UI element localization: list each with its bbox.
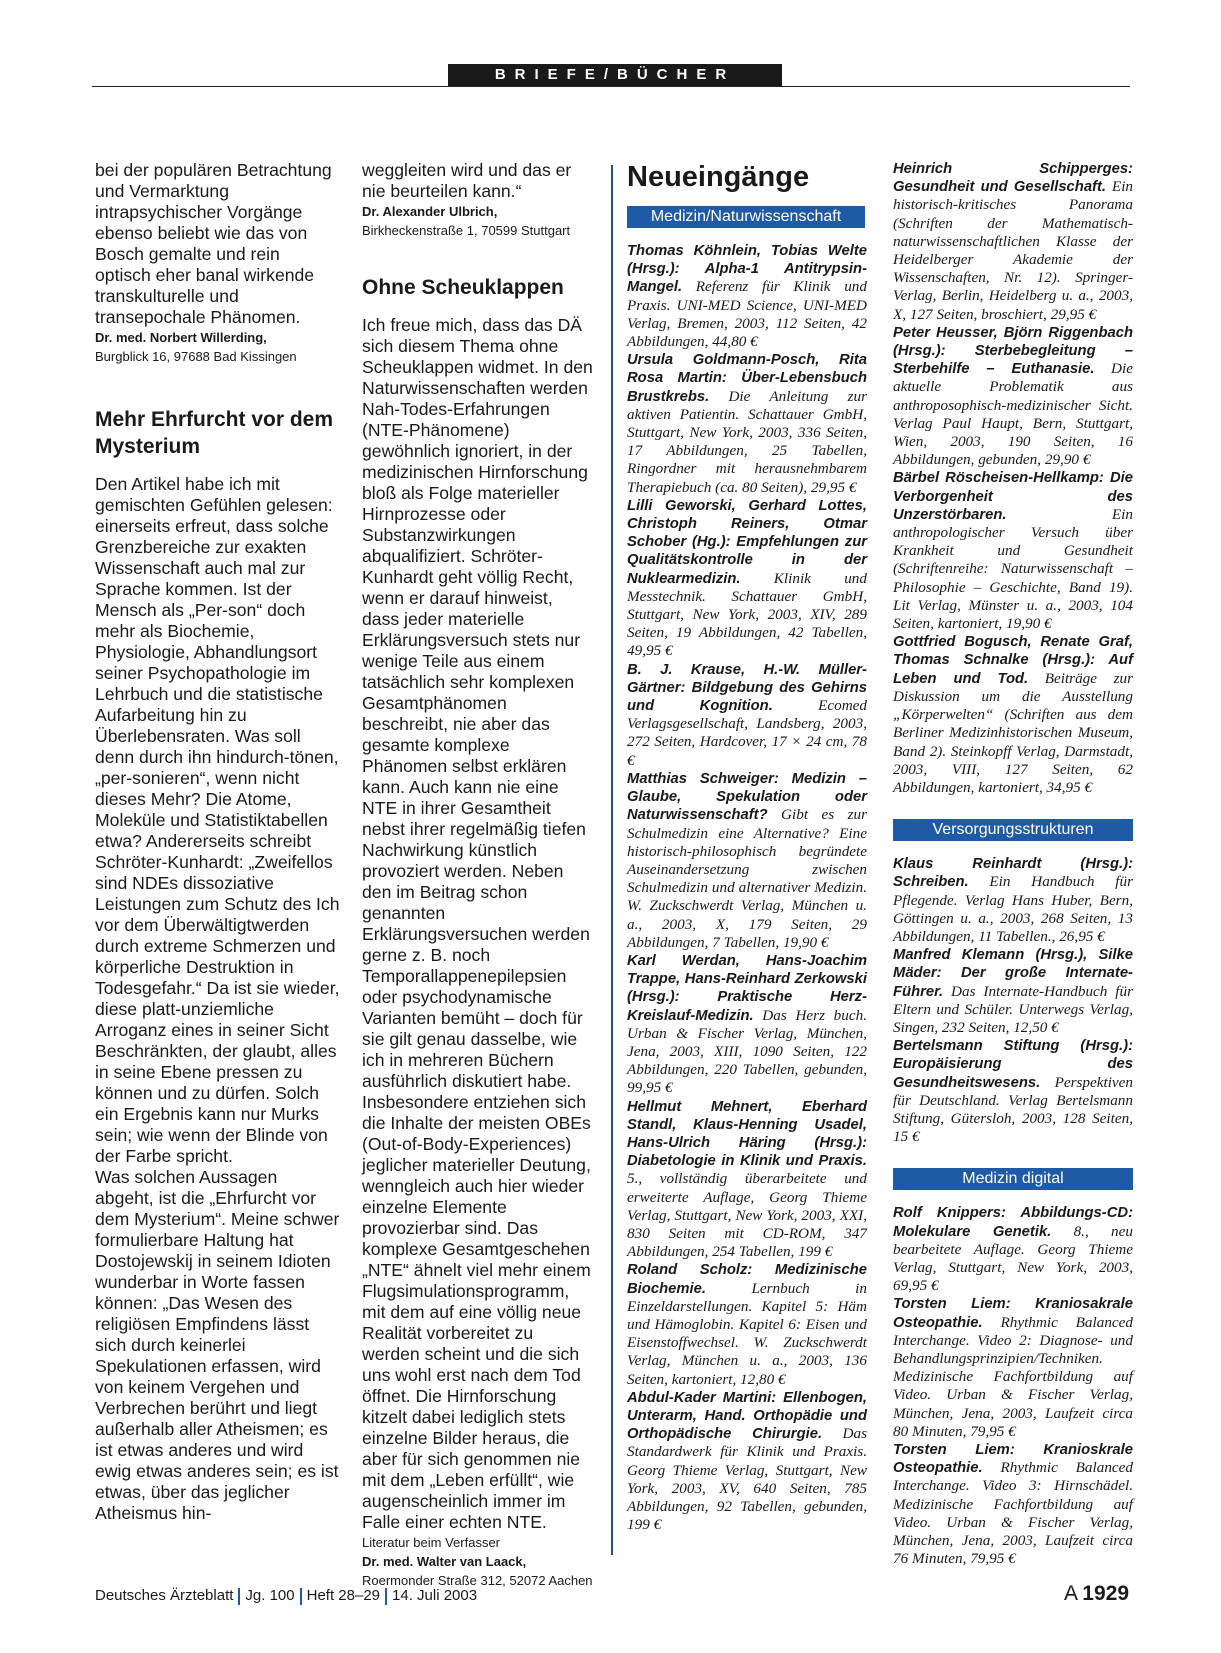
book-details: Ein Handbuch für Pflegende. Verlag Hans Huber, Bern, Göttingen u. a., 2003, 268 Seiten, 13 Abbildungen, 11 Tabellen., 26,95 € — [893, 873, 1133, 945]
book-details: Die aktuelle Problematik aus anthroposophisch-medizinischer Sicht. Verlag Paul Haupt, Bern, Stuttgart, Wien, 2003, 190 Seiten, 16 Abbildungen, gebunden, 29,90 € — [893, 360, 1133, 469]
book-list — [627, 242, 867, 1534]
book-details: Beiträge zur Diskussion um die Ausstellung „Körperwelten“ (Schriften aus dem Berliner Medizinhistorischen Museum, Band 2). Steinkopff Verlag, Darmstadt, 2003, VIII, 127 Seiten, 62 Abbildungen, kartoniert, 34,95 € — [893, 669, 1133, 796]
book-author-title: Lilli Geworski, Gerhard Lottes, Christoph Reiners, Otmar Schober (Hg.): Empfehlungen zur Qualitätskontrolle in der Nuklearmedizin. — [627, 497, 867, 587]
page-prefix: A — [1064, 1582, 1079, 1605]
letter-author-name: Dr. Alexander Ulbrich, — [362, 204, 498, 219]
section-label: BRIEFE/BÜCHER — [448, 64, 782, 86]
letter-continuation: bei der populären Betrachtung und Vermarktung intrapsychischer Vorgänge ebenso beliebt wie das von Bosch gemalte und rein optisch eher banal wirkende transkulturelle und transepochale Phänomen. — [95, 160, 332, 327]
letter-author-address: Birkheckenstraße 1, 70599 Stuttgart — [362, 223, 571, 238]
book-details: Das Standardwerk für Klinik und Praxis. Georg Thieme Verlag, Stuttgart, New York, 2003, XV, 640 Seiten, 785 Abbildungen, 92 Tabellen, gebunden, 199 € — [627, 1425, 867, 1534]
header-rule — [92, 86, 1130, 87]
book-author-title: Abdul-Kader Martini: Ellenbogen, Unterarm, Hand. Orthopädie und Orthopädische Chirurgie. — [627, 1389, 867, 1443]
book-author-title: Thomas Köhnlein, Tobias Welte (Hrsg.): Alpha-1 Antitrypsin-Mangel. — [627, 243, 867, 296]
book-entry — [893, 1037, 1133, 1146]
book-author-title: Bertelsmann Stiftung (Hrsg.): Europäisierung des Gesundheitswesens. — [893, 1038, 1133, 1091]
book-author-title: Bärbel Röscheisen-Hellkamp: Die Verborgenheit des Unzerstörbaren. — [893, 470, 1133, 523]
book-author-title: Hellmut Mehnert, Eberhard Standl, Klaus-Henning Usadel, Hans-Ulrich Häring (Hrsg.): Diabetologie in Klinik und Praxis. — [627, 1098, 867, 1170]
book-entry — [627, 1098, 867, 1262]
column-divider — [611, 165, 613, 1555]
books-section-title: Neueingänge — [627, 161, 810, 193]
book-entry — [893, 855, 1133, 946]
book-details: Ein historisch-kritisches Panorama (Schriften der Mathematisch-naturwissenschaftlichen Klasse der Heidelberger Akademie der Wissenschaften, Nr. 12). Springer-Verlag, Berlin, Heidelberg u. a., 2003, X, 127 Seiten, broschiert, 29,95 € — [893, 178, 1134, 323]
book-list — [893, 160, 1133, 797]
book-details: Die Anleitung zur aktiven Patientin. Schattauer GmbH, Stuttgart, New York, 2003, 336 Seiten, 17 Abbildungen, 25 Tabellen, Ringordner mit herausnehmbarem Therapiebuch (ca. 80 Seiten), 29,95 € — [627, 387, 867, 496]
book-entry — [627, 770, 867, 952]
book-entry — [893, 1204, 1133, 1295]
book-author-title: Peter Heusser, Björn Riggenbach (Hrsg.): Sterbebegleitung – Sterbehilfe – Euthanasie. — [893, 324, 1133, 378]
book-details: Rhythmic Balanced Interchange. Video 2: Diagnose- und Behandlungsprinzipien/Techniken. Medizinische Fachfortbildung auf Video. Urban & Fischer Verlag, München, Jena, 2003, Laufzeit circa 80 Minuten, 79,95 € — [893, 1313, 1133, 1440]
page-number-value: 1929 — [1082, 1582, 1129, 1605]
book-author-title: Ursula Goldmann-Posch, Rita Rosa Martin: Über-Lebensbuch Brustkrebs. — [627, 352, 867, 405]
book-entry — [627, 497, 867, 661]
letter-author-name: Dr. med. Norbert Willerding, — [95, 330, 267, 345]
book-entry — [893, 633, 1133, 797]
book-details: Das Internate-Handbuch für Eltern und Schüler. Unterwegs Verlag, Singen, 232 Seiten, 12,50 € — [893, 982, 1133, 1036]
literature-note: Literatur beim Verfasser — [362, 1535, 501, 1550]
journal-volume: Jg. 100 — [245, 1587, 295, 1604]
footer-citation — [95, 1586, 477, 1606]
book-details: Gibt es zur Schulmedizin eine Alternative? Eine historisch-philosophisch begründete Auseinandersetzung zwischen Schulmedizin und alternativer Medizin. W. Zuckschwerdt Verlag, München u. a., 2003, X, 179 Seiten, 29 Abbildungen, 7 Tabellen, 19,90 € — [627, 806, 867, 951]
separator — [300, 1588, 302, 1605]
book-details: Klinik und Messtechnik. Schattauer GmbH, Stuttgart, New York, 2003, XIV, 289 Seiten, 19 Abbildungen, 42 Tabellen, 49,95 € — [627, 569, 867, 660]
column-4 — [893, 160, 1133, 1568]
book-entry — [893, 469, 1133, 633]
book-entry — [893, 946, 1133, 1037]
book-details: Das Herz buch. Urban & Fischer Verlag, München, Jena, 2003, XIII, 1090 Seiten, 122 Abbildungen, 220 Tabellen, gebunden, 99,95 € — [627, 1006, 867, 1097]
book-list — [893, 1204, 1133, 1568]
book-author-title: Heinrich Schipperges: Gesundheit und Gesellschaft. — [893, 161, 1133, 196]
letter-paragraph: Den Artikel habe ich mit gemischten Gefühlen gelesen: einerseits erfreut, dass solche Grenzbereiche zur exakten Wissenschaft auch mal zur Sprache kommen. Ist der Mensch als „Per-son“ doch mehr als Biochemie, Physiologie, Abhandlungsort seiner Psychopathologie im Lehrbuch und die statistische Aufarbeitung hin zu Überlebensraten. Was soll denn durch ihn hindurch-tönen, „per-sonieren“, wenn nicht dieses Mehr? Die Atome, Moleküle und Statistiktabellen etwa? Andererseits schreibt Schröter-Kunhardt: „Zweifellos sind NDEs dissoziative Leistungen zum Schutz des Ich vor dem Überwältigtwerden durch extreme Schmerzen und körperliche Destruktion in Todesgefahr.“ Da ist sie wieder, diese platt-unziemliche Arroganz eines in seiner Sicht Beschränkten, der glaubt, alles in seine Ebene pressen zu können und zu dürfen. Solch ein Ergebnis kann nur Murks sein; wie wenn der Blinde von der Farbe spricht. — [95, 474, 340, 1166]
column-3 — [627, 160, 867, 1534]
book-author-title: B. J. Krause, H.-W. Müller-Gärtner: Bildgebung des Gehirns und Kognition. — [627, 661, 867, 715]
separator — [385, 1588, 387, 1605]
book-entry — [627, 952, 867, 1098]
book-entry — [627, 661, 867, 770]
book-details: 5., vollständig überarbeitete und erweiterte Auflage, Georg Thieme Verlag, Stuttgart, New York, 2003, XXI, 830 Seiten mit CD-ROM, 347 Abbildungen, 254 Tabellen, 199 € — [627, 1170, 867, 1261]
letter-continuation: weggleiten wird und das er nie beurteilen kann.“ — [362, 160, 572, 201]
book-details: 8., neu bearbeitete Auflage. Georg Thieme Verlag, Stuttgart, New York, 2003, 69,95 € — [893, 1222, 1133, 1295]
book-details: Rhythmic Balanced Interchange. Video 3: Hirnschädel. Medizinische Fachfortbildung auf Video. Urban & Fischer Verlag, München, Jena, 2003, Laufzeit circa 76 Minuten, 79,95 € — [893, 1459, 1133, 1568]
book-author-title: Torsten Liem: Kraniosakrale Osteopathie. — [893, 1296, 1133, 1331]
category-bar: Versorgungsstrukturen — [893, 819, 1133, 841]
column-1 — [95, 160, 340, 1524]
journal-issue: Heft 28–29 — [306, 1587, 381, 1604]
book-author-title: Torsten Liem: Kranioskrale Osteopathie. — [893, 1442, 1133, 1477]
journal-name: Deutsches Ärzteblatt — [95, 1587, 234, 1604]
category-bar: Medizin/Naturwissenschaft — [627, 206, 865, 228]
separator — [238, 1588, 240, 1605]
letter-author-address: Burgblick 16, 97688 Bad Kissingen — [95, 349, 297, 364]
book-details: Ein anthropologischer Versuch über Krankheit und Gesundheit (Schriftenreihe: Naturwissenschaft – Philosophie – Geschichte, Band 19). Lit Verlag, Münster u. a., 2003, 104 Seiten, kartoniert, 19,90 € — [893, 505, 1133, 633]
letter-title: Mehr Ehrfurcht vor dem Mysterium — [95, 408, 334, 458]
letter-author-address: Roermonder Straße 312, 52072 Aachen — [362, 1573, 593, 1588]
book-author-title: Matthias Schweiger: Medizin – Glaube, Spekulation oder Naturwissenschaft? — [627, 770, 867, 824]
book-entry — [627, 242, 867, 351]
book-list — [893, 855, 1133, 1146]
letter-author-name: Dr. med. Walter van Laack, — [362, 1554, 527, 1569]
book-author-title: Karl Werdan, Hans-Joachim Trappe, Hans-Reinhard Zerkowski (Hrsg.): Praktische Herz-Kreislauf-Medizin. — [627, 952, 867, 1024]
letter-paragraph: Ich freue mich, dass das DÄ sich diesem Thema ohne Scheuklappen widmet. In den Naturwissenschaften werden Nah-Todes-Erfahrungen (NTE-Phänomene) gewöhnlich ignoriert, in der medizinischen Hirnforschung bloß als Folge materieller Hirnprozesse oder Substanzwirkungen abqualifiziert. Schröter-Kunhardt geht völlig Recht, wenn er darauf hinweist, dass jeder materielle Erklärungsversuch stets nur wenige Teile aus einem tatsächlich sehr komplexen Gesamtphänomen beschreibt, nie aber das gesamte komplexe Phänomen selbst erklären kann. Auch kann nie eine NTE in ihrer Gesamtheit nebst ihrer regelmäßig tiefen Nachwirkung künstlich provoziert werden. Neben den im Beitrag schon genannten Erklärungsversuchen werden gerne z. B. noch Temporallappenepilepsien oder psychodynamische Varianten bemüht – doch für sie gilt genau dasselbe, wie ich in mehreren Büchern ausführlich diskutiert habe. Insbesondere entziehen sich die Inhalte der meisten OBEs (Out-of-Body-Experiences) jeglicher materieller Deutung, wenngleich auch hier wieder einzelne Elemente provozierbar sind. Das komplexe Gesamtgeschehen „NTE“ ähnelt viel mehr einem Flugsimulationsprogramm, mit dem auf eine völlig neue Realität vorbereitet zu werden scheint und die sich uns wohl erst nach dem Tod öffnet. Die Hirnforschung kitzelt dabei lediglich stets einzelne Bilder heraus, die aber für sich genommen nie mit dem „Leben erfüllt“, wie augenscheinlich immer im Falle einer echten NTE. — [362, 315, 593, 1532]
book-author-title: Rolf Knippers: Abbildungs-CD: Molekulare Genetik. — [893, 1205, 1133, 1240]
column-2 — [362, 160, 594, 1590]
book-author-title: Gottfried Bogusch, Renate Graf, Thomas Schnalke (Hrsg.): Auf Leben und Tod. — [893, 634, 1133, 687]
category-bar: Medizin digital — [893, 1168, 1133, 1190]
book-entry — [627, 1389, 867, 1535]
book-entry — [893, 1441, 1133, 1568]
book-details: Referenz für Klinik und Praxis. UNI-MED Science, UNI-MED Verlag, Bremen, 2003, 112 Seiten, 42 Abbildungen, 44,80 € — [627, 278, 867, 351]
book-author-title: Roland Scholz: Medizinische Biochemie. — [627, 1262, 867, 1297]
journal-date: 14. Juli 2003 — [392, 1587, 478, 1604]
book-entry — [627, 1261, 867, 1388]
letter-paragraph: Was solchen Aussagen abgeht, ist die „Ehrfurcht vor dem Mysterium“. Meine schwer formulierbare Haltung hat Dostojewskij in seinem Idioten wunderbar in Worte fassen können: „Das Wesen des religiösen Empfindens lässt sich durch keinerlei Spekulationen erfassen, wird von keinem Vergehen und Verbrechen berührt und liegt außerhalb aller Atheismen; es ist etwas anderes und wird ewig etwas anderes sein; es ist etwas, über das jeglicher Atheismus hin- — [95, 1167, 340, 1523]
letter-title: Ohne Scheuklappen — [362, 276, 564, 299]
book-author-title: Manfred Klemann (Hrsg.), Silke Mäder: Der große Internate-Führer. — [893, 947, 1133, 1000]
page-number — [1064, 1582, 1129, 1606]
book-entry — [627, 351, 867, 497]
book-author-title: Klaus Reinhardt (Hrsg.): Schreiben. — [893, 856, 1133, 891]
book-details: Perspektiven für Deutschland. Verlag Bertelsmann Stiftung, Gütersloh, 2003, 128 Seiten, 15 € — [893, 1073, 1133, 1146]
book-entry — [893, 1295, 1133, 1441]
book-entry — [893, 324, 1133, 470]
book-entry — [893, 160, 1133, 324]
book-details: Lernbuch in Einzeldarstellungen. Kapitel 5: Häm und Hämoglobin. Kapitel 6: Eisen und Eisenstoffwechsel. W. Zuckschwerdt Verlag, München u. a., 2003, 136 Seiten, kartoniert, 12,80 € — [627, 1279, 867, 1388]
book-details: Ecomed Verlagsgesellschaft, Landsberg, 2003, 272 Seiten, Hardcover, 17 × 24 cm, 78 € — [627, 697, 867, 769]
